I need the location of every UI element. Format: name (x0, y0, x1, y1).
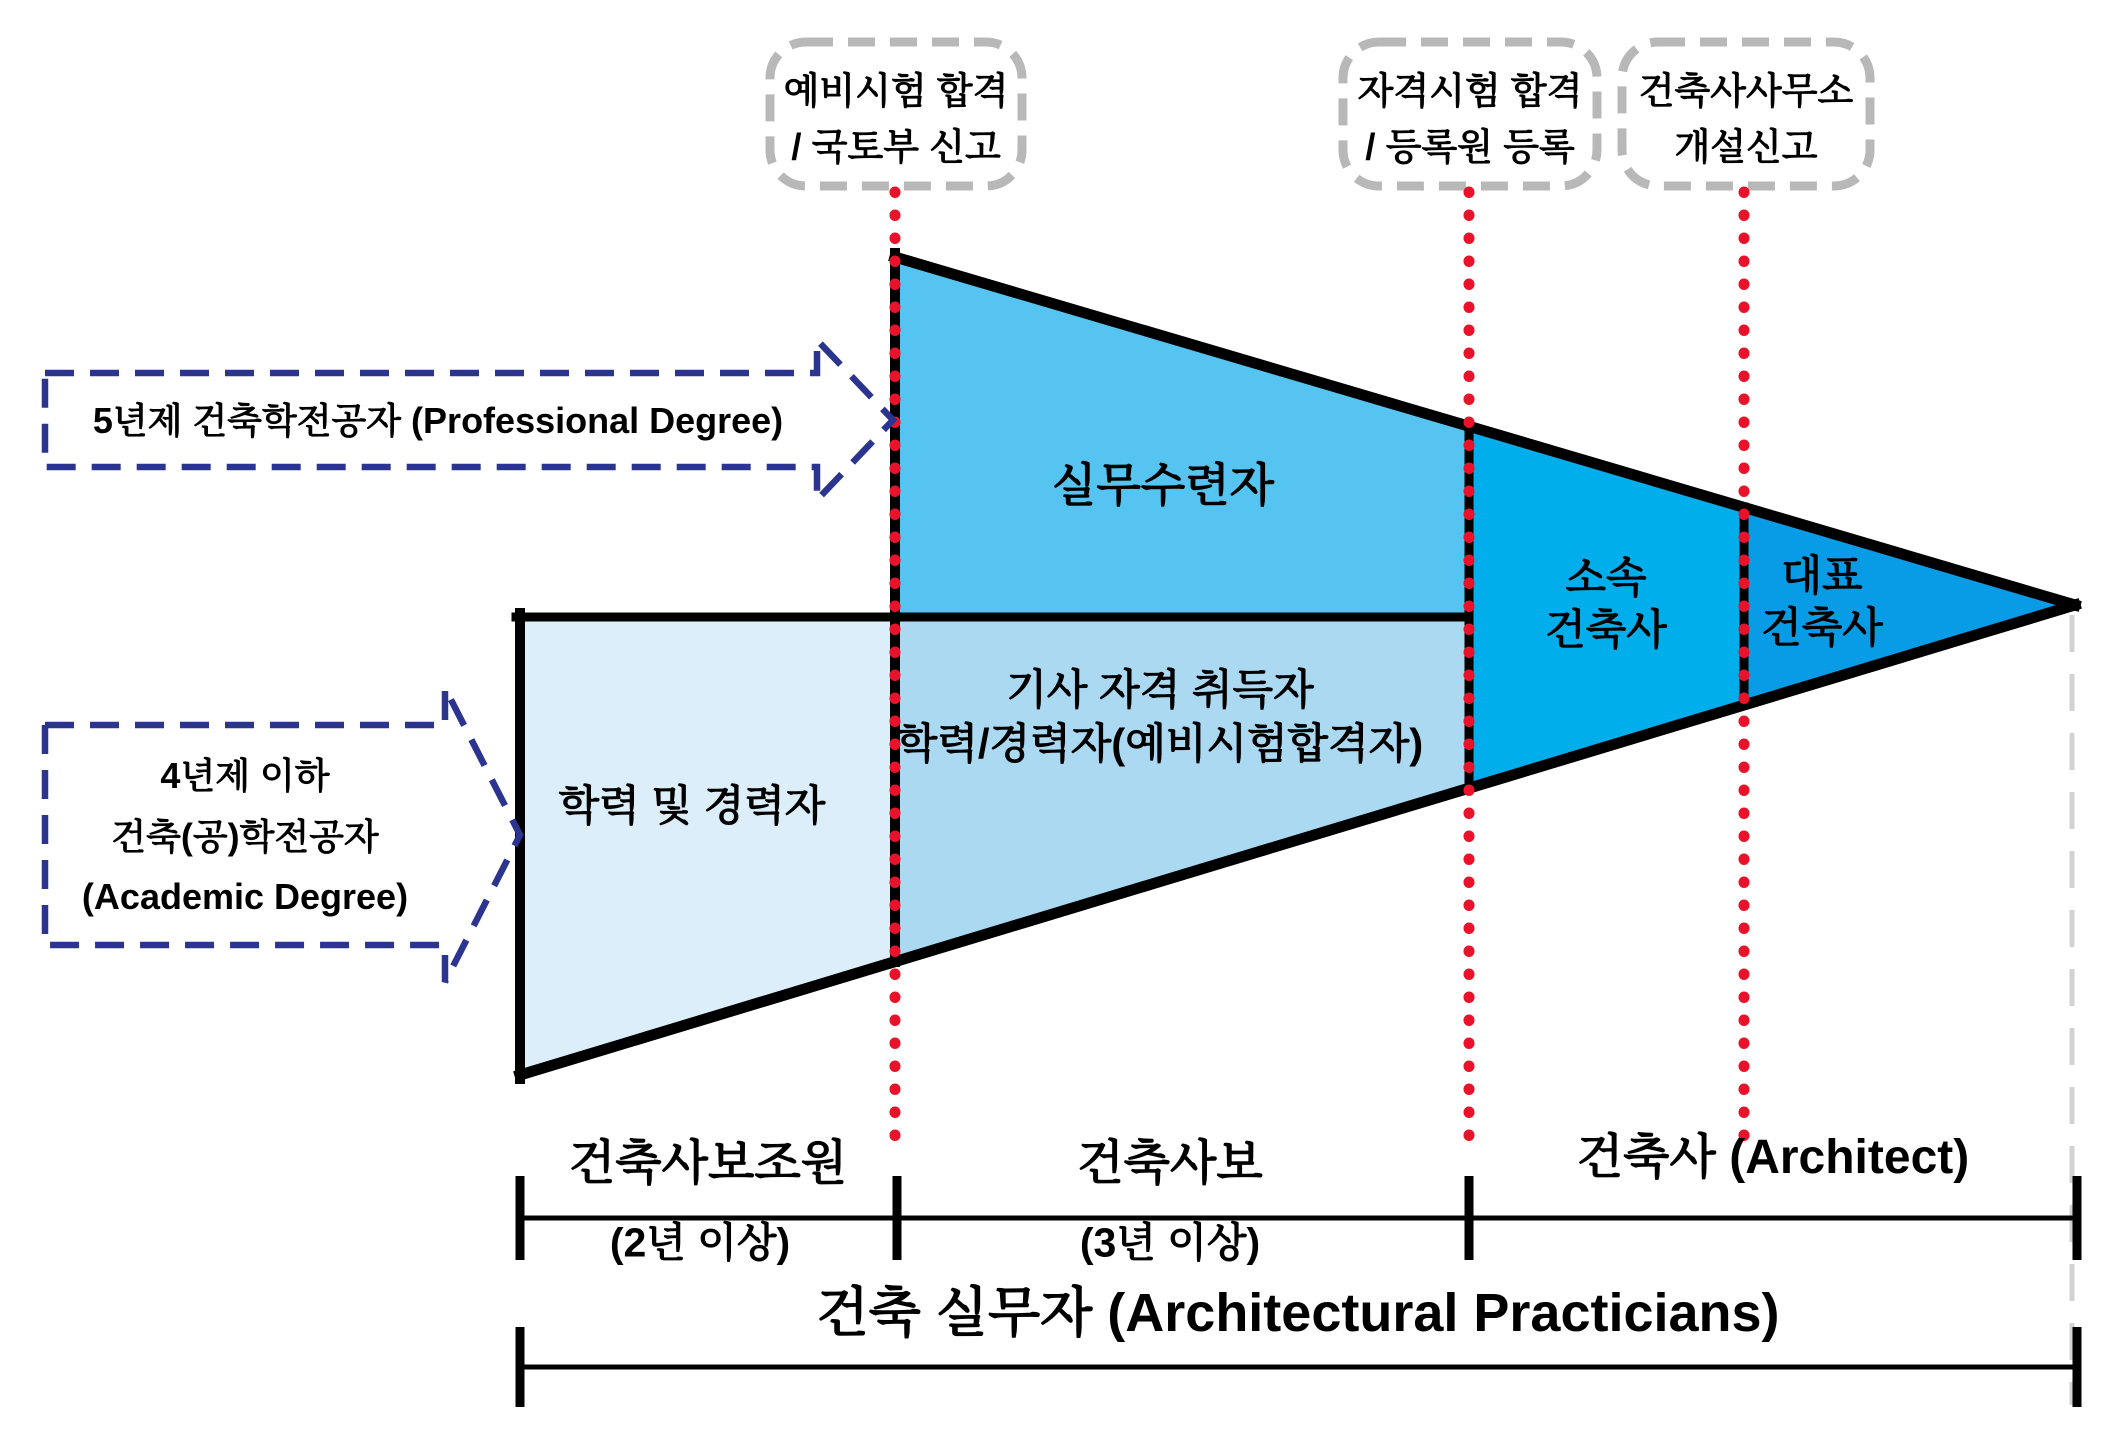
milestone-box-3-line-2: 개설신고 (1674, 126, 1818, 168)
section-practical-trainee-label: 실무수련자 (1051, 459, 1275, 511)
entry-arrow-academic-line-1: 4년제 이하 (160, 755, 330, 796)
milestone-box-1-line-1: 예비시험 합격 (783, 70, 1009, 112)
section-edu-career (520, 617, 895, 1075)
entry-arrow-academic-line-2: 건축(공)학전공자 (111, 816, 379, 857)
stage-duration-junior: (3년 이상) (1079, 1219, 1261, 1266)
milestone-box-1-line-2: / 국토부 신고 (791, 126, 1001, 168)
stage-label-assistant: 건축사보조원 (568, 1137, 848, 1190)
section-associate-architect-line-2: 건축사 (1545, 606, 1667, 653)
section-engineer-qualified-line-1: 기사 자격 취득자 (1006, 666, 1314, 713)
milestone-box-3-line-1: 건축사사무소 (1638, 70, 1854, 112)
section-practical-trainee (895, 257, 1469, 617)
entry-arrow-academic-line-3: (Academic Degree) (81, 876, 409, 917)
milestone-box-2-line-2: / 등록원 등록 (1365, 126, 1575, 168)
stage-label-junior: 건축사보 (1077, 1137, 1263, 1190)
stage-label-architect: 건축사 (Architect) (1576, 1131, 1970, 1184)
entry-arrow-professional-label: 5년제 건축학전공자 (Professional Degree) (92, 400, 784, 441)
section-associate-architect-line-1: 소속 (1565, 554, 1647, 601)
section-principal-architect-line-2: 건축사 (1761, 604, 1883, 651)
section-engineer-qualified-line-2: 학력/경력자(예비시험합격자) (896, 720, 1424, 767)
overall-axis-label: 건축 실무자 (Architectural Practicians) (816, 1283, 1780, 1343)
stage-duration-assistant: (2년 이상) (609, 1219, 791, 1266)
section-edu-career-label: 학력 및 경력자 (558, 782, 826, 829)
milestone-box-2-line-1: 자격시험 합격 (1357, 70, 1583, 112)
section-principal-architect-line-1: 대표 (1781, 552, 1863, 599)
